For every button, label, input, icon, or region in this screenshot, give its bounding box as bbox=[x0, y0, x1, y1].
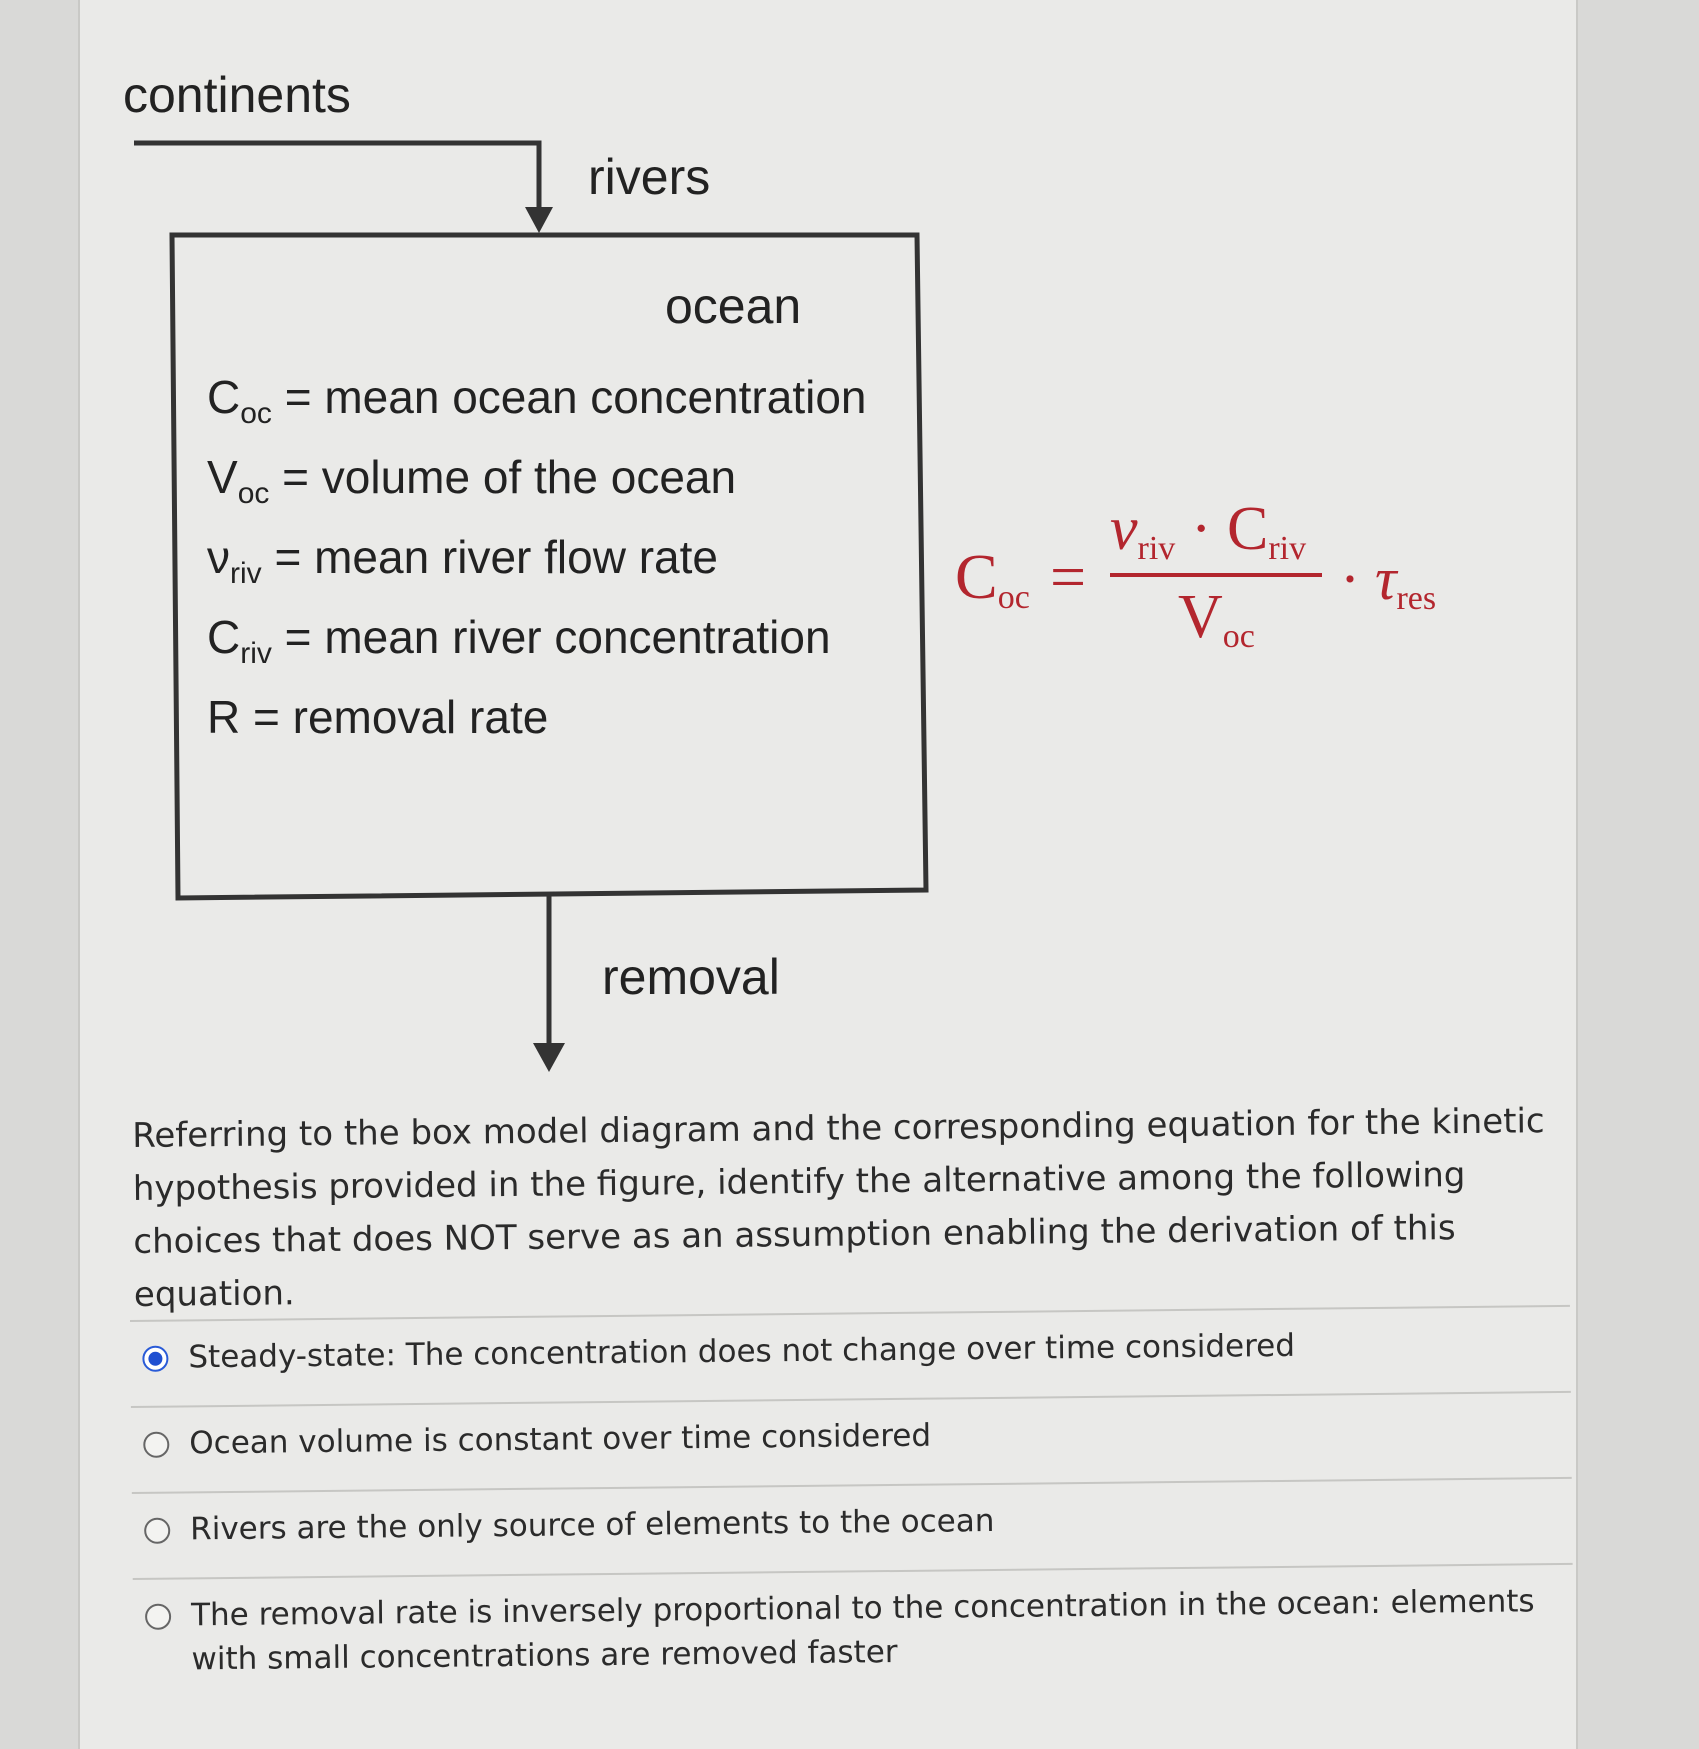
river-inflow-line bbox=[134, 143, 539, 210]
option-label: Rivers are the only source of elements to the ocean bbox=[190, 1502, 995, 1548]
option-removal-rate[interactable] bbox=[133, 1565, 1574, 1696]
radio-button[interactable] bbox=[143, 1432, 169, 1458]
continents-label: continents bbox=[123, 67, 351, 123]
definition-vriv: $\nu_{riv}$ = mean river flow rate bbox=[207, 531, 718, 590]
answer-options bbox=[130, 1305, 1574, 1696]
removal-label: removal bbox=[602, 949, 780, 1005]
rivers-label: rivers bbox=[588, 149, 711, 205]
definition-coc: $C_{oc}$ = mean ocean concentration bbox=[207, 371, 867, 430]
equation-denominator: $V_{oc}$ bbox=[1178, 583, 1255, 655]
radio-button[interactable] bbox=[145, 1604, 171, 1630]
option-steady-state[interactable] bbox=[130, 1307, 1571, 1406]
radio-button-selected[interactable] bbox=[142, 1346, 168, 1372]
equation-tau: · $\tau_{res}$ bbox=[1340, 546, 1437, 617]
river-inflow-arrowhead bbox=[525, 207, 553, 233]
option-ocean-volume[interactable] bbox=[131, 1393, 1572, 1492]
ocean-label: ocean bbox=[665, 278, 802, 334]
removal-arrowhead bbox=[533, 1043, 565, 1072]
definition-voc: $V_{oc}$ = volume of the ocean bbox=[207, 451, 737, 510]
equation-fraction-bar bbox=[1110, 573, 1322, 577]
equation-equals: = bbox=[1050, 541, 1087, 612]
equation-numerator: $\nu_{riv} \cdot C_{riv}$ bbox=[1110, 495, 1307, 567]
equation-lhs: $C_{oc}$ bbox=[955, 541, 1030, 616]
question-text: Referring to the box model diagram and the corresponding equation for the kinetic hypothesis provided in the figure, identify the alternative among the following choices that does NOT serve as an assumption enabling the derivation of this equation. bbox=[132, 1101, 1545, 1315]
option-rivers-only-source[interactable] bbox=[132, 1479, 1573, 1578]
option-label: The removal rate is inversely proportional to the concentration in the ocean: elements with small concentrations are removed faster bbox=[190, 1583, 1535, 1678]
option-label: Steady-state: The concentration does not change over time considered bbox=[188, 1327, 1296, 1376]
definition-r: R = removal rate bbox=[207, 691, 549, 743]
radio-button[interactable] bbox=[144, 1518, 170, 1544]
option-label: Ocean volume is constant over time considered bbox=[189, 1417, 932, 1462]
definition-criv: $C_{riv}$ = mean river concentration bbox=[207, 611, 831, 670]
